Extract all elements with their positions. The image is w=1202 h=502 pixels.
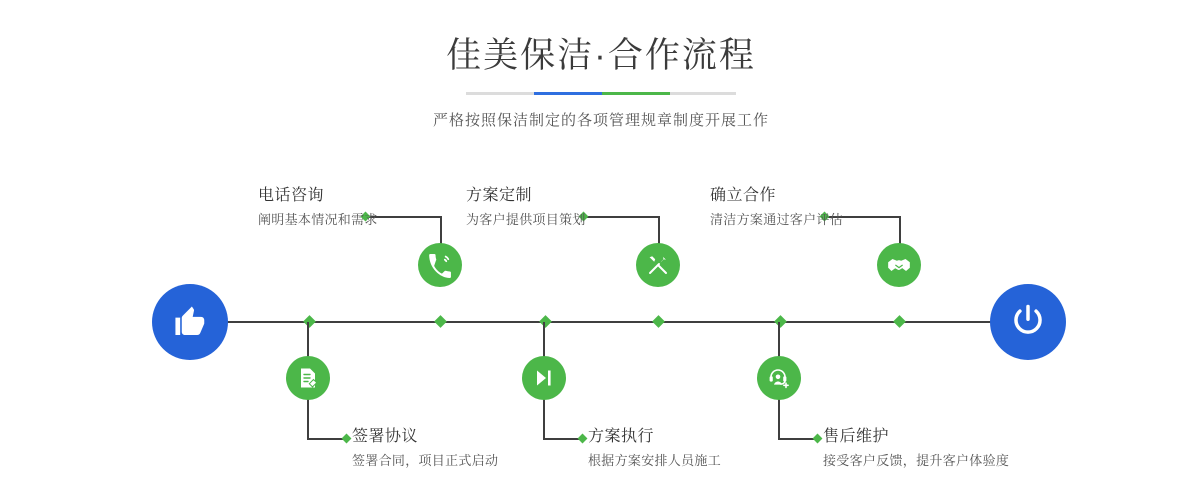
step-icon-document-edit	[286, 356, 330, 400]
axis-marker	[539, 315, 552, 328]
step-icon-customer-support	[757, 356, 801, 400]
axis-marker	[774, 315, 787, 328]
step-icon-handshake	[877, 243, 921, 287]
page-title: 佳美保洁·合作流程	[446, 36, 756, 75]
tools-icon	[646, 253, 670, 277]
header	[0, 32, 1202, 130]
connector-tip	[578, 434, 588, 444]
axis-marker	[434, 315, 447, 328]
phone-call-icon	[427, 252, 453, 278]
power-icon	[1009, 301, 1047, 344]
axis-marker	[303, 315, 316, 328]
axis-marker	[893, 315, 906, 328]
customer-support-icon	[767, 366, 791, 390]
title-divider	[466, 92, 736, 95]
connector-horizontal	[307, 438, 345, 440]
page-subtitle: 严格按照保洁制定的各项管理规章制度开展工作	[432, 112, 769, 129]
divider-green-segment	[602, 92, 670, 95]
connector-horizontal	[778, 438, 816, 440]
handshake-icon	[886, 252, 912, 278]
connector-tip	[342, 434, 352, 444]
step-label-2: 签署协议 签署合同，项目正式启动	[352, 428, 499, 468]
step-label-4: 方案执行 根据方案安排人员施工	[588, 428, 722, 468]
step-label-1: 电话咨询 阐明基本情况和需求	[258, 187, 378, 227]
axis-marker	[652, 315, 665, 328]
connector-horizontal	[543, 438, 581, 440]
connector-horizontal	[583, 216, 660, 218]
step-icon-tools	[636, 243, 680, 287]
thumbs-up-icon	[171, 301, 209, 344]
timeline-end-node	[990, 284, 1066, 360]
step-icon-play-forward	[522, 356, 566, 400]
divider-blue-segment	[534, 92, 602, 95]
connector-tip	[813, 434, 823, 444]
timeline-start-node	[152, 284, 228, 360]
document-edit-icon	[296, 366, 320, 390]
step-label-6: 售后维护 接受客户反馈，提升客户体验度	[823, 428, 1010, 468]
step-icon-phone-call	[418, 243, 462, 287]
play-forward-icon	[532, 366, 556, 390]
step-label-3: 方案定制 为客户提供项目策划	[466, 187, 586, 227]
step-label-5: 确立合作 清洁方案通过客户评估	[710, 187, 844, 227]
